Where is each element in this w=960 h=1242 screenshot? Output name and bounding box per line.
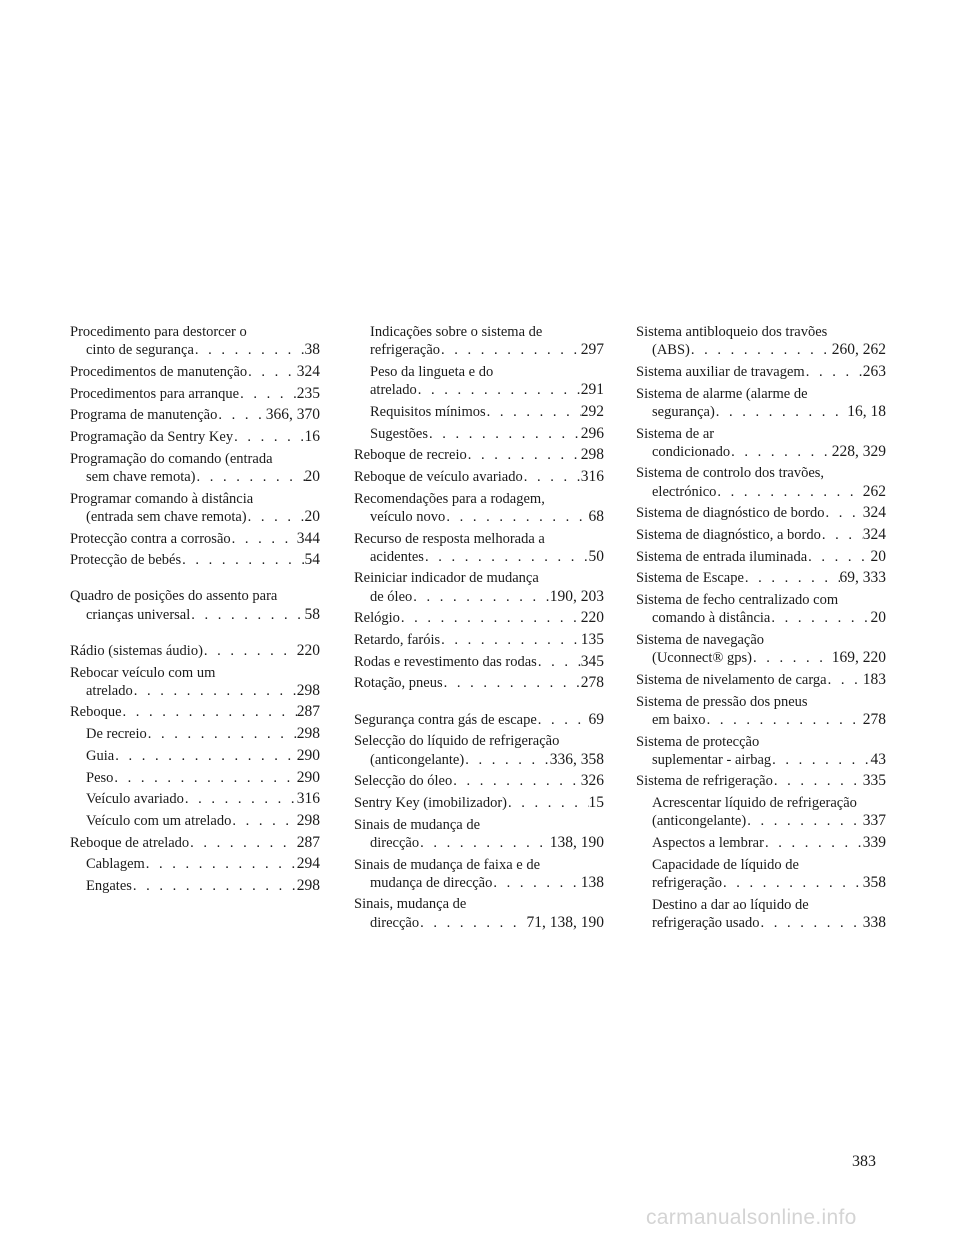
page-reference: 324 — [296, 362, 320, 380]
dot-leader — [233, 428, 304, 446]
index-term: comando à distância — [652, 610, 771, 627]
index-entry — [636, 504, 886, 522]
page-reference: 20 — [870, 547, 886, 565]
page-reference: 278 — [862, 710, 886, 728]
index-entry — [70, 450, 320, 486]
index-term: Cablagem — [86, 856, 145, 873]
dot-leader — [181, 551, 304, 569]
page-reference: 68 — [588, 507, 604, 525]
dot-leader — [770, 609, 870, 627]
dot-leader — [507, 794, 588, 812]
index-entry — [636, 671, 886, 689]
page-reference: 54 — [304, 551, 320, 569]
index-entry — [636, 569, 886, 587]
page-reference: 294 — [296, 855, 320, 873]
index-term: atrelado — [370, 382, 417, 399]
index-term: electrónico — [652, 483, 717, 500]
index-term: Sistema de pressão dos pneus — [636, 693, 808, 710]
page-reference: 183 — [862, 670, 886, 688]
dot-leader — [486, 403, 581, 421]
dot-leader — [706, 711, 863, 729]
index-entry — [354, 772, 604, 790]
index-term: atrelado — [86, 682, 133, 699]
index-entry — [636, 323, 886, 359]
page-reference: 69 — [588, 710, 604, 728]
dot-leader — [145, 855, 297, 873]
page-reference: 20 — [304, 467, 320, 485]
dot-leader — [417, 381, 581, 399]
dot-leader — [773, 772, 863, 790]
index-term: Reboque — [70, 704, 122, 721]
index-entry — [354, 569, 604, 605]
dot-leader — [805, 363, 863, 381]
dot-leader — [247, 508, 305, 526]
dot-leader — [203, 642, 297, 660]
index-entry — [354, 653, 604, 671]
dot-leader — [744, 569, 840, 587]
dot-leader — [771, 751, 870, 769]
index-entry — [354, 732, 604, 768]
index-column-1 — [70, 323, 320, 899]
page-reference: 58 — [304, 605, 320, 623]
page-reference: 335 — [862, 772, 886, 790]
page-reference: 298 — [296, 877, 320, 895]
dot-leader — [147, 725, 297, 743]
index-entry — [70, 664, 320, 700]
dot-leader — [443, 674, 581, 692]
dot-leader — [247, 363, 297, 381]
index-term: De recreio — [86, 726, 147, 743]
index-entry — [354, 490, 604, 526]
page-reference: 135 — [580, 631, 604, 649]
page-reference: 169, 220 — [831, 649, 886, 667]
page-reference: 16, 18 — [847, 402, 886, 420]
index-entry — [636, 591, 886, 627]
index-entry — [354, 674, 604, 692]
index-term: Sistema de Escape — [636, 570, 744, 587]
dot-leader — [492, 874, 580, 892]
page-reference: 296 — [580, 424, 604, 442]
index-term: Rebocar veículo com um — [70, 664, 216, 681]
index-term: Sinais, mudança de — [354, 896, 467, 913]
page-reference: 263 — [862, 362, 886, 380]
dot-leader — [114, 747, 297, 765]
dot-leader — [440, 631, 581, 649]
index-term: Sinais de mudança de faixa e de — [354, 856, 541, 873]
dot-leader — [764, 834, 863, 852]
index-term: Selecção do líquido de refrigeração — [354, 733, 560, 750]
dot-leader — [217, 406, 265, 424]
index-term: Retardo, faróis — [354, 632, 441, 649]
index-term: condicionado — [652, 443, 731, 460]
index-term: (Uconnect® gps) — [652, 650, 752, 667]
page-reference: 298 — [296, 811, 320, 829]
dot-leader — [752, 649, 832, 667]
index-term: Sistema de fecho centralizado com — [636, 592, 839, 609]
index-term: Indicações sobre o sistema de — [370, 324, 543, 340]
index-term: Rodas e revestimento das rodas — [354, 653, 537, 670]
index-term: refrigeração usado — [652, 914, 760, 931]
dot-leader — [419, 834, 550, 852]
dot-leader — [445, 508, 588, 526]
dot-leader — [231, 812, 296, 830]
dot-leader — [428, 425, 581, 443]
index-entry — [70, 747, 320, 765]
page-reference: 297 — [580, 341, 604, 359]
index-entry — [636, 631, 886, 667]
index-entry — [636, 363, 886, 381]
page-reference: 290 — [296, 768, 320, 786]
index-term: Protecção de bebés — [70, 552, 182, 569]
index-term: crianças universal — [86, 606, 191, 623]
page-reference: 71, 138, 190 — [526, 913, 604, 931]
index-entry — [70, 703, 320, 721]
index-entry — [636, 464, 886, 500]
dot-leader — [824, 504, 862, 522]
index-entry — [70, 642, 320, 660]
index-term: Selecção do óleo — [354, 773, 453, 790]
index-term: Procedimento para destorcer o — [70, 324, 247, 340]
dot-leader — [537, 653, 581, 671]
page-reference: 38 — [304, 341, 320, 359]
index-term: acidentes — [370, 548, 424, 565]
index-term: de óleo — [370, 588, 413, 605]
dot-leader — [231, 530, 297, 548]
index-entry — [636, 548, 886, 566]
dot-leader — [239, 385, 297, 403]
dot-leader — [133, 682, 297, 700]
page-reference: 292 — [580, 402, 604, 420]
dot-leader — [419, 914, 526, 932]
page-reference: 20 — [870, 609, 886, 627]
dot-leader — [440, 341, 581, 359]
index-entry — [636, 834, 886, 852]
index-entry — [70, 790, 320, 808]
index-term: Recomendações para a rodagem, — [354, 490, 545, 507]
page-reference: 298 — [580, 446, 604, 464]
page-number: 383 — [852, 1153, 876, 1170]
index-term: Segurança contra gás de escape — [354, 711, 537, 728]
index-column-2 — [354, 323, 604, 935]
page-reference: 190, 203 — [549, 587, 604, 605]
dot-leader — [759, 914, 862, 932]
index-term: suplementar - airbag — [652, 751, 772, 768]
page-reference: 220 — [580, 609, 604, 627]
page-reference: 15 — [588, 793, 604, 811]
index-entry — [70, 406, 320, 424]
index-term: refrigeração — [652, 874, 723, 891]
page-reference: 339 — [862, 834, 886, 852]
index-entry — [354, 895, 604, 931]
index-entry — [636, 896, 886, 932]
page-reference: 345 — [580, 652, 604, 670]
index-entry — [70, 363, 320, 381]
index-term: refrigeração — [370, 342, 441, 359]
index-term: Engates — [86, 878, 132, 895]
index-term: Veículo avariado — [86, 791, 184, 808]
dot-leader — [452, 772, 581, 790]
index-entry — [70, 587, 320, 623]
index-entry — [354, 530, 604, 566]
dot-leader — [400, 609, 581, 627]
index-entry — [354, 856, 604, 892]
index-term: Programa de manutenção — [70, 407, 218, 424]
dot-leader — [196, 468, 305, 486]
page-reference: 338 — [862, 913, 886, 931]
index-entry — [636, 733, 886, 769]
index-entry — [354, 468, 604, 486]
dot-leader — [730, 443, 832, 461]
index-entry — [70, 323, 320, 359]
index-term: Rotação, pneus — [354, 675, 443, 692]
index-entry — [70, 385, 320, 403]
page-reference: 324 — [862, 504, 886, 522]
index-term: Reiniciar indicador de mudança — [354, 570, 539, 587]
index-term: Sinais de mudança de — [354, 816, 481, 833]
dot-leader — [194, 341, 305, 359]
index-term: Sentry Key (imobilizador) — [354, 794, 508, 811]
index-term: Sistema de refrigeração — [636, 773, 773, 790]
index-entry — [354, 403, 604, 421]
dot-leader — [746, 812, 863, 830]
page-reference: 235 — [296, 384, 320, 402]
page-reference: 260, 262 — [831, 341, 886, 359]
page-reference: 366, 370 — [265, 406, 320, 424]
index-term: Programação do comando (entrada — [70, 450, 273, 467]
page-reference: 298 — [296, 681, 320, 699]
index-entry — [70, 530, 320, 548]
index-term: Protecção contra a corrosão — [70, 530, 231, 547]
index-entry — [354, 363, 604, 399]
dot-leader — [424, 548, 589, 566]
index-entry — [354, 816, 604, 852]
index-entry — [70, 769, 320, 787]
index-term: Rádio (sistemas áudio) — [70, 642, 203, 659]
page-reference: 228, 329 — [831, 442, 886, 460]
index-term: Requisitos mínimos — [370, 403, 486, 420]
index-term: segurança) — [652, 403, 715, 420]
dot-leader — [722, 874, 863, 892]
page-reference: 287 — [296, 703, 320, 721]
index-entry — [354, 609, 604, 627]
index-term: direcção — [370, 834, 420, 851]
dot-leader — [113, 769, 296, 787]
page-reference: 69, 333 — [839, 569, 886, 587]
index-entry — [354, 711, 604, 729]
dot-leader — [690, 341, 832, 359]
index-term: Peso da lingueta e do — [370, 363, 494, 380]
index-entry — [70, 490, 320, 526]
page-reference: 220 — [296, 641, 320, 659]
index-entry — [354, 631, 604, 649]
index-column-3 — [636, 323, 886, 936]
index-term: Capacidade de líquido de — [652, 856, 799, 873]
index-term: mudança de direcção — [370, 874, 493, 891]
index-term: Sistema de controlo dos travões, — [636, 465, 825, 482]
dot-leader — [464, 751, 550, 769]
dot-leader — [190, 606, 304, 624]
index-term: Guia — [86, 747, 115, 764]
index-term: (anticongelante) — [652, 813, 747, 830]
page-reference: 326 — [580, 772, 604, 790]
watermark-text: carmanualsonline.info — [646, 1206, 857, 1229]
index-entry — [70, 834, 320, 852]
index-term: direcção — [370, 914, 420, 931]
page-reference: 43 — [870, 750, 886, 768]
index-entry — [70, 812, 320, 830]
page-reference: 262 — [862, 482, 886, 500]
index-term: Sistema de diagnóstico de bordo — [636, 505, 825, 522]
index-term: Destino a dar ao líquido de — [652, 896, 809, 913]
index-entry — [636, 794, 886, 830]
index-term: Sugestões — [370, 425, 428, 442]
index-entry — [70, 855, 320, 873]
index-term: Sistema antibloqueio dos travões — [636, 324, 828, 340]
dot-leader — [716, 483, 862, 501]
page-reference: 50 — [588, 547, 604, 565]
index-entry — [70, 551, 320, 569]
dot-leader — [821, 526, 863, 544]
index-term: Sistema de nivelamento de carga — [636, 671, 827, 688]
index-entry — [70, 428, 320, 446]
index-term: Veículo com um atrelado — [86, 812, 232, 829]
page-reference: 337 — [862, 812, 886, 830]
index-entry — [636, 425, 886, 461]
page-reference: 316 — [296, 790, 320, 808]
index-entry — [636, 526, 886, 544]
page-reference: 358 — [862, 873, 886, 891]
dot-leader — [122, 703, 297, 721]
page-reference: 324 — [862, 526, 886, 544]
dot-leader — [715, 403, 847, 421]
page-reference: 291 — [580, 381, 604, 399]
page-reference: 16 — [304, 428, 320, 446]
index-term: Reboque de atrelado — [70, 834, 190, 851]
dot-leader — [537, 711, 589, 729]
page-reference: 316 — [580, 467, 604, 485]
index-term: Recurso de resposta melhorada a — [354, 530, 545, 547]
page-reference: 138 — [580, 873, 604, 891]
page-reference: 336, 358 — [549, 750, 604, 768]
index-entry — [70, 725, 320, 743]
dot-leader — [132, 877, 297, 895]
dot-leader — [807, 548, 870, 566]
index-term: Procedimentos para arranque — [70, 385, 240, 402]
index-term: Aspectos a lembrar — [652, 835, 764, 852]
index-term: Sistema de navegação — [636, 632, 765, 649]
index-entry — [636, 385, 886, 421]
index-term: Acrescentar líquido de refrigeração — [652, 795, 857, 812]
index-term: sem chave remota) — [86, 468, 196, 485]
page-reference: 138, 190 — [549, 833, 604, 851]
index-entry — [354, 425, 604, 443]
index-entry — [70, 877, 320, 895]
index-term: Peso — [86, 769, 114, 786]
index-term: veículo novo — [370, 508, 446, 525]
page-reference: 290 — [296, 746, 320, 764]
page-reference: 298 — [296, 725, 320, 743]
dot-leader — [184, 790, 297, 808]
index-term: Sistema de ar — [636, 425, 715, 442]
index-term: Sistema de alarme (alarme de — [636, 385, 808, 402]
index-term: Reboque de recreio — [354, 447, 467, 464]
page-reference: 287 — [296, 833, 320, 851]
index-entry — [354, 446, 604, 464]
index-term: Sistema de entrada iluminada — [636, 548, 808, 565]
index-term: Quadro de posições do assento para — [70, 588, 278, 605]
index-term: Sistema de diagnóstico, a bordo — [636, 527, 821, 544]
index-term: Relógio — [354, 610, 400, 627]
index-term: Reboque de veículo avariado — [354, 468, 523, 485]
index-term: Sistema de protecção — [636, 733, 760, 750]
index-term: (ABS) — [652, 342, 690, 359]
index-term: cinto de segurança — [86, 342, 194, 359]
page-reference: 344 — [296, 529, 320, 547]
index-entry — [354, 323, 604, 359]
page-reference: 278 — [580, 674, 604, 692]
dot-leader — [467, 446, 581, 464]
dot-leader — [827, 671, 863, 689]
index-entry — [354, 794, 604, 812]
dot-leader — [412, 588, 549, 606]
dot-leader — [523, 468, 581, 486]
index-term: Programação da Sentry Key — [70, 429, 234, 446]
index-term: em baixo — [652, 711, 706, 728]
index-term: (entrada sem chave remota) — [86, 508, 247, 525]
index-term: (anticongelante) — [370, 751, 465, 768]
index-term: Programar comando à distância — [70, 490, 254, 507]
index-term: Procedimentos de manutenção — [70, 363, 248, 380]
index-term: Sistema auxiliar de travagem — [636, 363, 805, 380]
page-reference: 20 — [304, 507, 320, 525]
index-entry — [636, 856, 886, 892]
index-entry — [636, 772, 886, 790]
dot-leader — [189, 834, 297, 852]
index-entry — [636, 693, 886, 729]
